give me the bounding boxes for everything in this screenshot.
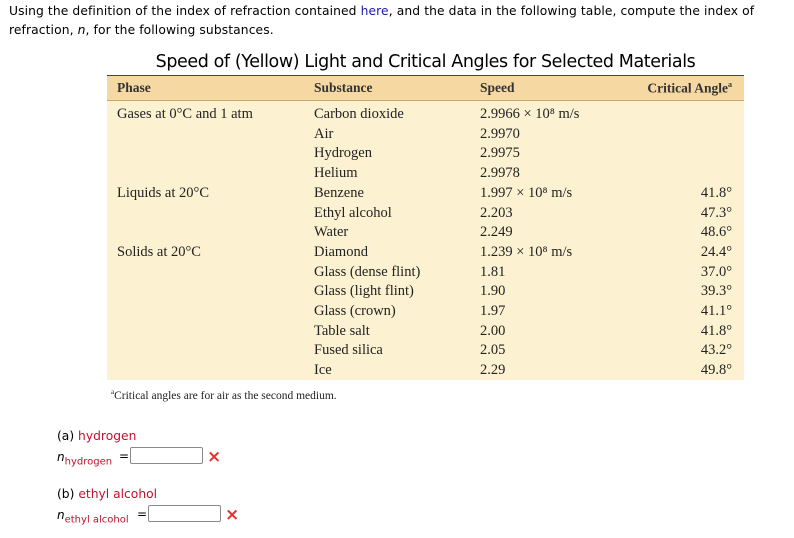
critical-angle-cell: 47.3°	[700, 204, 732, 221]
incorrect-x-icon: ×	[207, 447, 222, 467]
substance-cell: Water	[314, 224, 349, 241]
phase-cell: Liquids at 20°C	[117, 184, 209, 201]
critical-angle-cell: 41.8°	[700, 184, 732, 201]
question-a-prefix: (a)	[57, 429, 79, 443]
question-b	[57, 487, 240, 527]
speed-cell: 1.239 × 10⁸ m/s	[480, 243, 573, 260]
header-critical-angle	[647, 80, 732, 97]
intro-text-1: Using the definition of the index of refraction contained	[9, 4, 361, 18]
speed-cell: 1.81	[480, 263, 506, 280]
question-b-prefix: (b)	[57, 487, 79, 501]
question-a-subscript: hydrogen	[64, 456, 113, 468]
question-b-name: ethyl alcohol	[78, 487, 158, 501]
critical-angle-cell: 43.2°	[700, 342, 732, 359]
question-b-equals: =	[137, 507, 148, 521]
substance-cell: Glass (dense flint)	[314, 263, 421, 280]
critical-angle-cell: 39.3°	[700, 283, 732, 300]
substance-cell: Ethyl alcohol	[314, 204, 392, 221]
definition-link[interactable]: here	[360, 4, 389, 18]
substance-cell: Air	[314, 125, 334, 142]
speed-cell: 2.9966 × 10⁸ m/s	[480, 106, 580, 122]
critical-angle-cell: 49.8°	[700, 362, 732, 379]
intro-text-2: , and the data in the following table, compute the index of refraction,	[9, 4, 755, 37]
speed-cell: 2.249	[480, 224, 513, 241]
phase-cell: Solids at 20°C	[117, 243, 201, 260]
speed-cell: 2.203	[480, 204, 513, 221]
substance-cell: Glass (light flint)	[314, 283, 414, 300]
speed-cell: 1.997 × 10⁸ m/s	[480, 184, 573, 201]
phase-cell: Gases at 0°C and 1 atm	[117, 106, 253, 122]
intro-text-3: , for the following substances.	[85, 23, 274, 37]
speed-cell: 1.90	[480, 283, 506, 300]
incorrect-x-icon: ×	[225, 505, 240, 525]
header-critical-label: Critical Angle	[647, 80, 728, 96]
critical-angle-cell: 41.8°	[700, 322, 732, 339]
substance-cell: Fused silica	[314, 342, 383, 359]
critical-angle-cell: 24.4°	[700, 243, 732, 260]
question-a-name: hydrogen	[78, 429, 137, 443]
question-a-label	[57, 429, 136, 443]
refraction-table	[107, 51, 744, 380]
footnote-marker: a	[111, 388, 115, 396]
problem-statement	[9, 2, 789, 40]
question-a-variable	[57, 450, 112, 467]
speed-cell: 2.9970	[480, 125, 520, 142]
question-a-var: n	[57, 450, 65, 464]
footnote-text: Critical angles are for air as the second medium.	[114, 389, 337, 402]
n-variable: n	[77, 23, 86, 37]
header-substance: Substance	[314, 80, 373, 95]
header-critical-sup: a	[728, 80, 732, 89]
table-footnote	[111, 388, 337, 402]
table-title: Speed of (Yellow) Light and Critical Angles for Selected Materials	[107, 51, 744, 76]
answer-input-hydrogen[interactable]	[130, 447, 203, 464]
speed-cell: 2.29	[480, 362, 506, 379]
critical-angle-cell: 48.6°	[700, 224, 732, 241]
question-b-var: n	[57, 508, 65, 522]
critical-angle-cell: 37.0°	[700, 263, 732, 280]
substance-cell: Hydrogen	[314, 145, 372, 162]
substance-cell: Glass (crown)	[314, 303, 396, 319]
question-b-label	[57, 487, 157, 501]
speed-cell: 2.05	[480, 342, 506, 359]
critical-angle-cell: 41.1°	[700, 303, 732, 319]
question-a-answer-row	[57, 447, 222, 469]
speed-cell: 2.9978	[480, 165, 520, 182]
substance-cell: Helium	[314, 165, 358, 182]
speed-cell: 1.97	[480, 303, 506, 319]
substance-cell: Carbon dioxide	[314, 106, 404, 122]
question-b-answer-row	[57, 505, 240, 527]
substance-cell: Ice	[314, 362, 332, 379]
question-b-subscript: ethyl alcohol	[64, 514, 129, 526]
substance-cell: Table salt	[314, 322, 370, 339]
substance-cell: Benzene	[314, 184, 364, 201]
speed-cell: 2.00	[480, 322, 506, 339]
header-speed: Speed	[480, 80, 515, 95]
table-body	[107, 101, 744, 380]
table-header	[107, 76, 744, 101]
question-a	[57, 429, 222, 469]
header-phase: Phase	[117, 80, 151, 95]
question-a-equals: =	[119, 449, 130, 463]
speed-cell: 2.9975	[480, 145, 520, 162]
answer-input-ethyl-alcohol[interactable]	[148, 505, 221, 522]
substance-cell: Diamond	[314, 243, 368, 260]
question-b-variable	[57, 508, 129, 525]
